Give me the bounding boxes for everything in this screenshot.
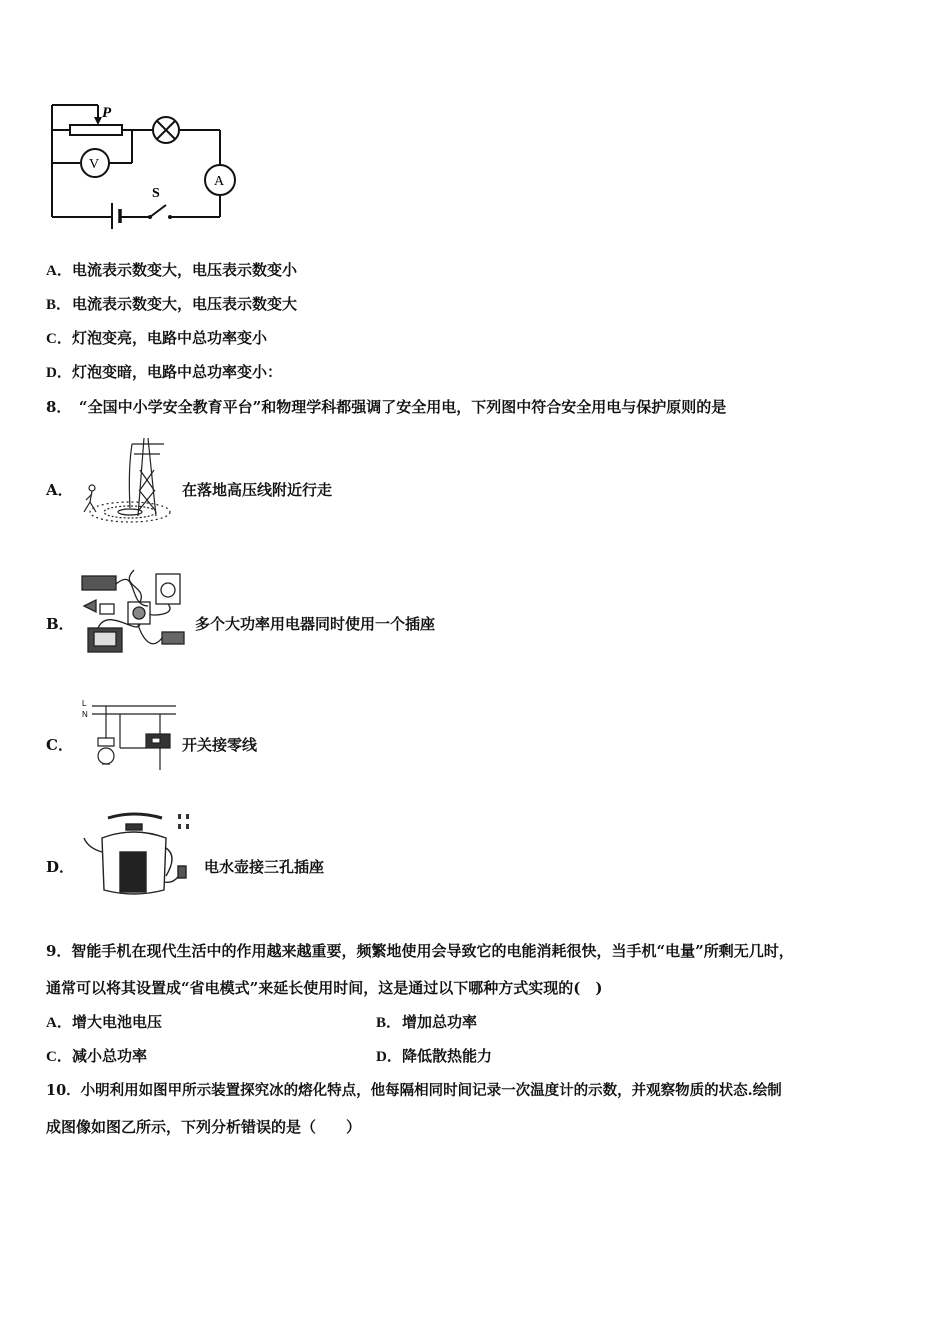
option-letter: A．	[46, 263, 72, 279]
option-text: 减小总功率	[72, 1047, 148, 1065]
option-letter: A．	[46, 1015, 72, 1031]
q8-option-b-text: 多个大功率用电器同时使用一个插座	[195, 615, 436, 633]
q9-stem-line-2: 通常可以将其设置成“省电模式”来延长使用时间，这是通过以下哪种方式实现的( )	[46, 979, 603, 997]
q9-stem-line-1: 9．智能手机在现代生活中的作用越来越重要，频繁地使用会导致它的电能消耗很快，当手机“电量”所剩无几时，	[46, 942, 794, 960]
option-letter: D．	[46, 365, 72, 381]
high-voltage-tower-image	[74, 430, 180, 528]
electric-kettle-image	[78, 808, 200, 900]
option-text: 增加总功率	[402, 1013, 478, 1031]
option-text: 灯泡变暗，电路中总功率变小：	[72, 363, 283, 381]
circuit-diagram	[40, 95, 250, 235]
q9-option-d	[376, 1046, 492, 1067]
option-letter: C．	[46, 331, 72, 347]
q8-option-a-letter: A．	[46, 481, 73, 499]
option-letter: B．	[376, 1015, 402, 1031]
option-text: 电流表示数变大，电压表示数变小	[72, 261, 298, 279]
switch-label: S	[152, 186, 160, 201]
q9-option-c	[46, 1046, 147, 1067]
voltmeter-label: V	[89, 157, 100, 172]
q9-option-a	[46, 1012, 162, 1033]
option-text: 增大电池电压	[72, 1013, 163, 1031]
option-text: 灯泡变亮，电路中总功率变小	[72, 329, 268, 347]
q8-option-d-text: 电水壶接三孔插座	[204, 858, 325, 876]
q7-option-c	[46, 328, 267, 349]
q7-option-d	[46, 362, 282, 383]
option-letter: D．	[376, 1049, 402, 1065]
q8-option-d-letter: D．	[46, 858, 75, 876]
q10-stem-line-2: 成图像如图乙所示，下列分析错误的是（ ）	[46, 1118, 362, 1136]
q8-option-c-text: 开关接零线	[182, 736, 258, 754]
option-text: 降低散热能力	[402, 1047, 493, 1065]
ammeter-label: A	[214, 174, 225, 189]
q8-option-a-text: 在落地高压线附近行走	[182, 481, 333, 499]
neutral-wire-label: N	[82, 710, 88, 719]
q7-option-b	[46, 294, 297, 315]
overloaded-socket-image	[78, 566, 192, 658]
q8-option-c-letter: C．	[46, 736, 73, 754]
slider-label: P	[102, 105, 112, 121]
switch-wiring-image	[80, 698, 180, 776]
q10-stem-line-1: 10．小明利用如图甲所示装置探究冰的熔化特点，他每隔相同时间记录一次温度计的示数，并观察物质的状态.绘制	[46, 1082, 782, 1099]
q7-option-a	[46, 260, 297, 281]
option-text: 电流表示数变大，电压表示数变大	[72, 295, 298, 313]
q8-stem: 8． “全国中小学安全教育平台”和物理学科都强调了安全用电，下列图中符合安全用电与保护原则的是	[46, 398, 727, 416]
live-wire-label: L	[82, 699, 87, 708]
q8-option-b-letter: B．	[46, 615, 74, 633]
option-letter: B．	[46, 297, 72, 313]
option-letter: C．	[46, 1049, 72, 1065]
q9-option-b	[376, 1012, 477, 1033]
